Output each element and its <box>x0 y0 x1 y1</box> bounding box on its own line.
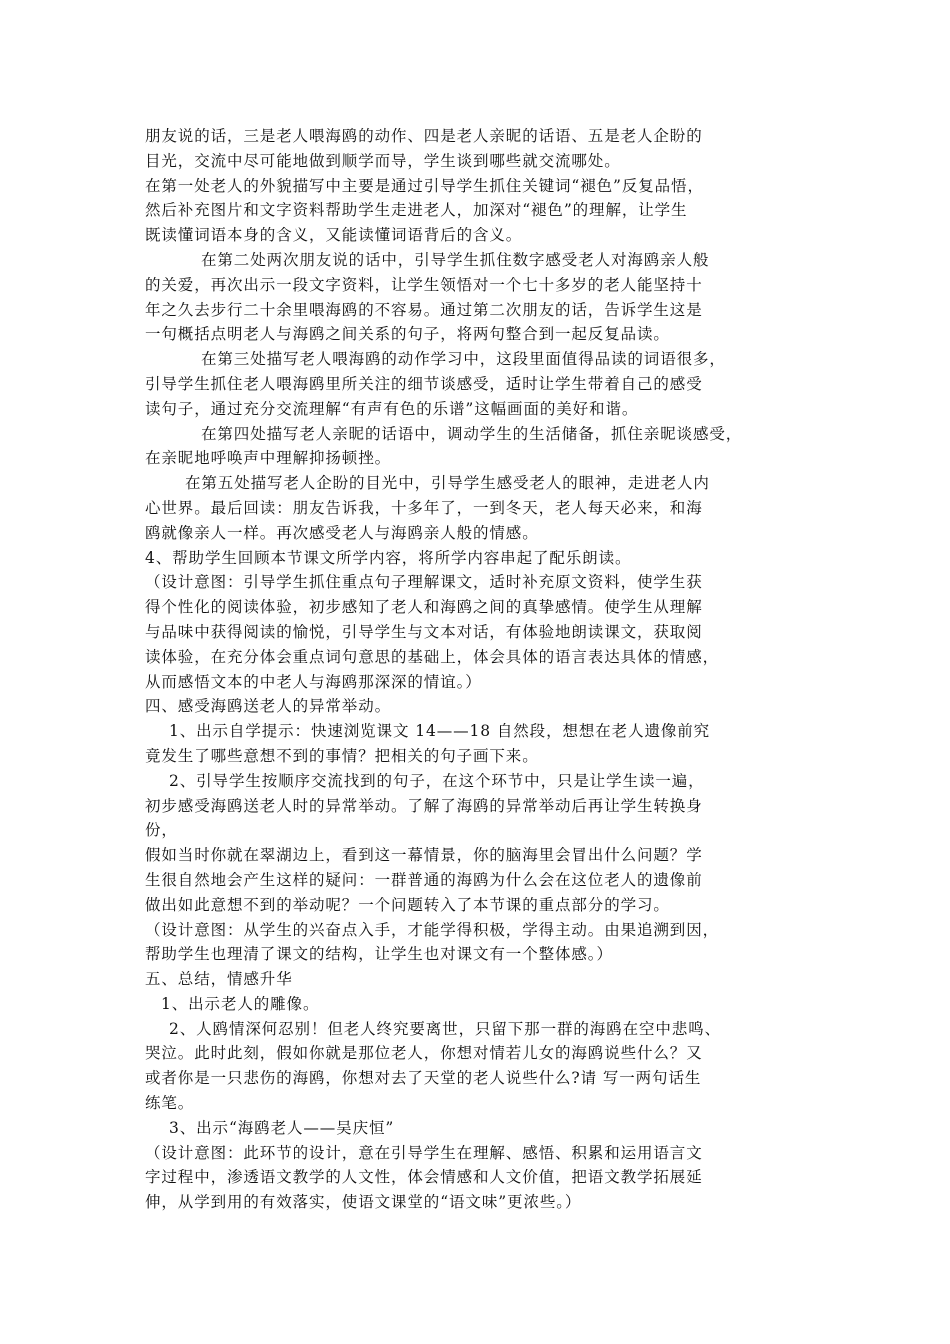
text-line: 目光，交流中尽可能地做到顺学而导，学生谈到哪些就交流哪处。 <box>145 151 621 170</box>
text-line: 字过程中，渗透语文教学的人文性，体会情感和人文价值，把语文教学拓展延 <box>145 1168 703 1187</box>
text-line: 一句概括点明老人与海鸥之间关系的句子，将两句整合到一起反复品读。 <box>145 325 670 344</box>
text-line: 在第四处描写老人亲昵的话语中，调动学生的生活储备，抓住亲昵谈感受， <box>201 424 743 443</box>
text-line: 引导学生抓住老人喂海鸥里所关注的细节谈感受，适时让学生带着自己的感受 <box>145 374 703 393</box>
text-line: 在第三处描写老人喂海鸥的动作学习中，这段里面值得品读的词语很多， <box>201 350 726 369</box>
document-body <box>145 124 813 1215</box>
text-line: 3、出示“海鸥老人——吴庆恒” <box>169 1118 395 1137</box>
text-line: 读句子，通过充分交流理解“有声有色的乐谱”这幅画面的美好和谐。 <box>145 399 639 418</box>
text-line: 4、帮助学生回顾本节课文所学内容，将所学内容串起了配乐朗读。 <box>145 548 632 567</box>
text-line: 份， <box>145 821 178 840</box>
text-line: 的关爱，再次出示一段文字资料，让学生领悟对一个七十多岁的老人能坚持十 <box>145 275 703 294</box>
text-line: 2、人鸥情深何忍别！但老人终究要离世，只留下那一群的海鸥在空中悲鸣、 <box>169 1019 721 1038</box>
text-line: 生很自然地会产生这样的疑问：一群普通的海鸥为什么会在这位老人的遗像前 <box>145 870 703 889</box>
text-line: （设计意图：引导学生抓住重点句子理解课文，适时补充原文资料，使学生获 <box>145 573 703 592</box>
text-line: 伸，从学到用的有效落实，使语文课堂的“语文味”更浓些。） <box>145 1193 582 1212</box>
text-line: 在第五处描写老人企盼的目光中，引导学生感受老人的眼神，走进老人内 <box>185 474 710 493</box>
text-line: 从而感悟文本的中老人与海鸥那深深的情谊。） <box>145 672 482 691</box>
text-line: 初步感受海鸥送老人时的异常举动。了解了海鸥的异常举动后再让学生转换身 <box>145 796 703 815</box>
text-line: 在亲昵地呼唤声中理解抑扬顿挫。 <box>145 449 392 468</box>
text-line: 1、出示老人的雕像。 <box>161 994 320 1013</box>
text-line: 朋友说的话，三是老人喂海鸥的动作、四是老人亲昵的话语、五是老人企盼的 <box>145 127 703 145</box>
text-line: 或者你是一只悲伤的海鸥，你想对去了天堂的老人说些什么?请 写一两句话生 <box>145 1069 702 1088</box>
text-line: 然后补充图片和文字资料帮助学生走进老人，加深对“褪色”的理解，让学生 <box>145 201 688 220</box>
text-line: 鸥就像亲人一样。再次感受老人与海鸥亲人般的情感。 <box>145 523 539 542</box>
text-line: 四、感受海鸥送老人的异常举动。 <box>145 697 392 716</box>
text-line: 哭泣。此时此刻，假如你就是那位老人，你想对情若儿女的海鸥说些什么？又 <box>145 1044 703 1063</box>
text-line: 做出如此意想不到的举动呢？一个问题转入了本节课的重点部分的学习。 <box>145 895 670 914</box>
text-line: （设计意图：此环节的设计，意在引导学生在理解、感悟、积累和运用语言文 <box>145 1143 703 1162</box>
text-line: 既读懂词语本身的含义，又能读懂词语背后的含义。 <box>145 226 523 245</box>
text-line: 五、总结，情感升华 <box>145 970 293 989</box>
text-line: 竟发生了哪些意想不到的事情？把相关的句子画下来。 <box>145 746 539 765</box>
text-line: 2、引导学生按顺序交流找到的句子，在这个环节中，只是让学生读一遍， <box>169 771 705 790</box>
text-line: （设计意图：从学生的兴奋点入手，才能学得积极，学得主动。由果追溯到因， <box>145 920 720 939</box>
text-line: 心世界。最后回读：朋友告诉我，十多年了，一到冬天，老人每天必来，和海 <box>145 498 703 517</box>
text-line: 在第二处两次朋友说的话中，引导学生抓住数字感受老人对海鸥亲人般 <box>201 250 710 269</box>
text-line: 练笔。 <box>145 1094 195 1113</box>
text-line: 年之久去步行二十余里喂海鸥的不容易。通过第二次朋友的话，告诉学生这是 <box>145 300 703 319</box>
text-line: 假如当时你就在翠湖边上，看到这一幕情景，你的脑海里会冒出什么问题？学 <box>145 846 703 865</box>
text-line: 得个性化的阅读体验，初步感知了老人和海鸥之间的真挚感情。使学生从理解 <box>145 598 703 617</box>
text-line: 与品味中获得阅读的愉悦，引导学生与文本对话，有体验地朗读课文，获取阅 <box>145 622 703 641</box>
text-line: 1、出示自学提示：快速浏览课文 14——18 自然段，想想在老人遗像前究 <box>169 722 711 741</box>
text-line: 在第一处老人的外貌描写中主要是通过引导学生抓住关键词“褪色”反复品悟， <box>145 176 704 195</box>
text-line: 帮助学生也理清了课文的结构，让学生也对课文有一个整体感。） <box>145 945 613 964</box>
text-line: 读体验，在充分体会重点词句意思的基础上，体会具体的语言表达具体的情感， <box>145 647 720 666</box>
